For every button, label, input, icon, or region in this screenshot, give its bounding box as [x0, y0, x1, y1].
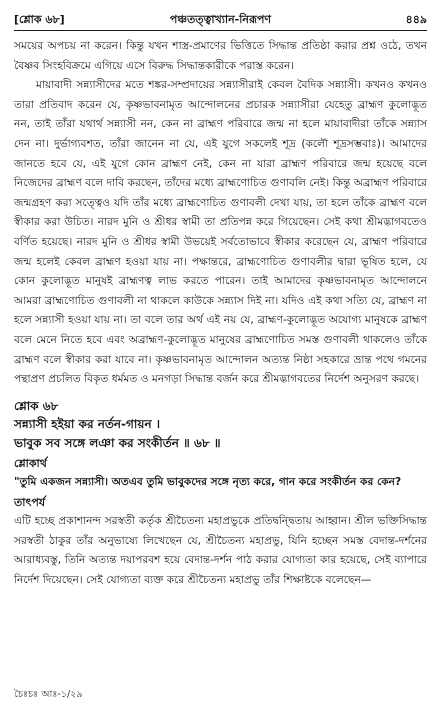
page-number: ৪৪৯: [405, 13, 427, 26]
verse-line: ভাবুক সব সঙ্গে লঞা কর সংকীর্তন ॥ ৬৮ ॥: [14, 435, 221, 450]
translation-heading: শ্লোকার্থ: [14, 456, 47, 470]
header-rule: [14, 30, 427, 31]
verse-line: সন্ন্যাসী হইয়া কর নর্তন-গায়ন ।: [14, 416, 161, 431]
page-body: [14, 37, 427, 591]
purport-heading: তাৎপর্য: [14, 496, 46, 510]
verse-reference: [শ্লোক ৬৮]: [14, 13, 65, 26]
page-header: [14, 11, 427, 27]
purport-text: এটি হচ্ছে প্রকাশানন্দ সরস্বতী কর্তৃক শ্রীচৈতন্য মহাপ্রভুকে প্রতিদ্বন্দ্বিতায় আহ্বান। শ্রীল ভক্তিসিদ্ধান্ত সরস্বতী ঠাকুর তাঁর অনুভাষ্যে লিখেছেন যে, শ্রীচৈতন্য মহাপ্রভু, যিনি হচ্ছেন সমস্ত বেদান্ত-দর্শনের আরাধ্যবস্তু, তিনি অত্যন্ত দয়াপরবশ হয়ে বেদান্ত-দর্শন পাঠ করার যোগ্যতা কার হয়েছে, সেই ব্যাপারে নির্দেশ দিয়েছেন। সেই যোগ্যতা ব্যক্ত করে শ্রীচৈতন্য মহাপ্রভু তাঁর শিক্ষাষ্টকে বলেছেন—: [14, 515, 427, 587]
page-footer: চৈঃচঃ আঃ-১/২৯: [14, 689, 83, 700]
verse-heading: শ্লোক ৬৮: [14, 398, 59, 413]
paragraph: মায়াবাদী সন্ন্যাসীদের মতে শঙ্কর-সম্প্রদায়ের সন্ন্যাসীরাই কেবল বৈদিক সন্ন্যাসী। কখনও কখনও তারা প্রতিবাদ করেন যে, কৃষ্ণভাবনামৃত আন্দোলনের প্রচারক সন্ন্যাসীরা যেহেতু ব্রাহ্মণ কুলোদ্ভূত নন, তাই তাঁরা যথার্থ সন্ন্যাসী নন, কেন না ব্রাহ্মণ পরিবারে জন্ম না হলে মায়াবাদীরা তাঁকে সন্ন্যাস দেন না। দুর্ভাগ্যবশত, তাঁরা জানেন না যে, এই যুগে সকলেই শূদ্র (কলৌ শূদ্রসম্ভবাঃ)। আমাদের জানতে হবে যে, এই যুগে কোন ব্রাহ্মণ নেই, কেন না যারা ব্রাহ্মণ পরিবারে জন্ম হয়েছে বলে নিজেদের ব্রাহ্মণ বলে দাবি করছেন, তাঁদের মধ্যে ব্রাহ্মণোচিত গুণাবলি নেই। কিন্তু অব্রাহ্মণ পরিবারে জন্মগ্রহণ করা সত্ত্বেও যদি তাঁর মধ্যে ব্রাহ্মণোচিত গুণাবলী দেখা যায়, তা হলে তাঁকে ব্রাহ্মণ বলে স্বীকার করা উচিত। নারদ মুনি ও শ্রীধর স্বামী তা প্রতিপন্ন করে গিয়েছেন। সেই কথা শ্রীমদ্ভাগবতেও বর্ণিত হয়েছে। নারদ মুনি ও শ্রীধর স্বামী উভয়েই সর্বতোভাবে স্বীকার করেছেন যে, ব্রাহ্মণ পরিবারে জন্ম হলেই কেবল ব্রাহ্মণ হওয়া যায় না। পক্ষান্তরে, ব্রাহ্মণোচিত গুণাবলীর দ্বারা ভূষিত হলে, যে কোন কুলোদ্ভূত মানুষই ব্রাহ্মণত্ব লাভ করতে পারেন। তাই আমাদের কৃষ্ণভাবনামৃত আন্দোলনে আমরা ব্রাহ্মণোচিত গুণাবলী না থাকলে কাউকে সন্ন্যাস দিই না। যদিও এই কথা সত্যি যে, ব্রাহ্মণ না হলে সন্ন্যাসী হওয়া যায় না। তা বলে তার অর্থ এই নয় যে, ব্রাহ্মণ-কুলোদ্ভূত অযোগ্য মানুষকে ব্রাহ্মণ বলে মেনে নিতে হবে এবং অব্রাহ্মণ-কুলোদ্ভূত মানুষের ব্রাহ্মণোচিত সমস্ত গুণাবলী থাকলেও তাঁকে ব্রাহ্মণ বলে স্বীকার করা যাবে না। কৃষ্ণভাবনামৃত আন্দোলন অত্যন্ত নিষ্ঠা সহকারে ভ্রান্ত পথে গমনের পন্থাপ্রণ প্রচলিত বিকৃত ধর্মমত ও মনগড়া সিদ্ধান্ত বর্জন করে শ্রীমদ্ভাগবতের নির্দেশ অনুসরণ করছে।: [14, 79, 427, 386]
translation-text: "তুমি একজন সন্ন্যাসী। অতএব তুমি ভাবুকদের সঙ্গে নৃত্য করে, গান করে সংকীর্তন কর কেন?: [14, 475, 402, 488]
paragraph: সময়ের অপচয় না করেন। কিন্তু যখন শাস্ত্র-প্রমাণের ভিত্তিতে সিদ্ধান্ত প্রতিষ্ঠা করার প্রশ্ন ওঠে, তখন বৈষ্ণব সিংহবিক্রমে এগিয়ে এসে বিরুদ্ধ সিদ্ধান্তকারীকে পরাস্ত করেন।: [14, 40, 427, 72]
chapter-title: পঞ্চতত্ত্বাখ্যান-নিরূপণ: [169, 13, 272, 26]
